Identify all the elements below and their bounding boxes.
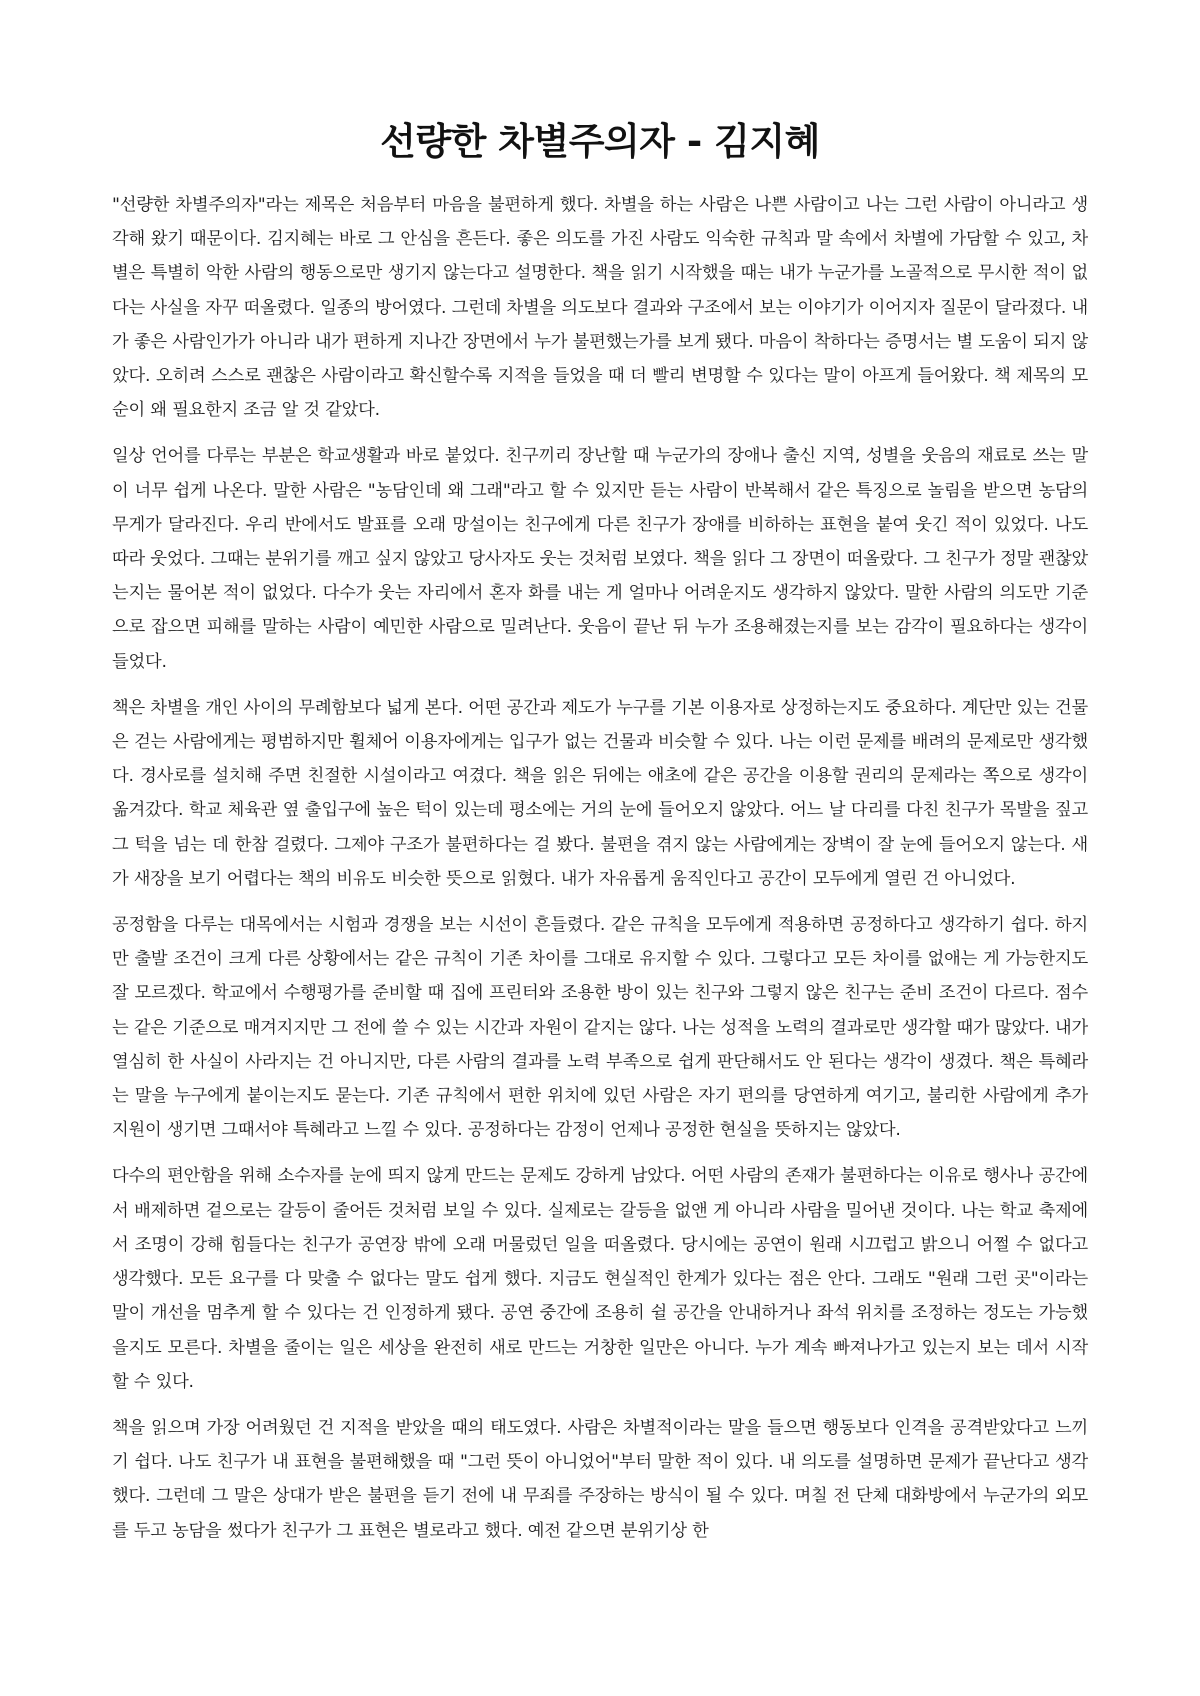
paragraph: "선량한 차별주의자"라는 제목은 처음부터 마음을 불편하게 했다. 차별을 하는 사람은 나쁜 사람이고 나는 그런 사람이 아니라고 생각해 왔기 때문이다. 김지혜는 바로 그 안심을 흔든다. 좋은 의도를 가진 사람도 익숙한 규칙과 말 속에서 차별에 가담할 수 있고, 차별은 특별히 악한 사람의 행동으로만 생기지 않는다고 설명한다. 책을 읽기 시작했을 때는 내가 누군가를 노골적으로 무시한 적이 없다는 사실을 자꾸 떠올렸다. 일종의 방어였다. 그런데 차별을 의도보다 결과와 구조에서 보는 이야기가 이어지자 질문이 달라졌다. 내가 좋은 사람인가가 아니라 내가 편하게 지나간 장면에서 누가 불편했는가를 보게 됐다. 마음이 착하다는 증명서는 별 도움이 되지 않았다. 오히려 스스로 괜찮은 사람이라고 확신할수록 지적을 들었을 때 더 빨리 변명할 수 있다는 말이 아프게 들어왔다. 책 제목의 모순이 왜 필요한지 조금 알 것 같았다.	[112, 195, 1088, 421]
document-title: 선량한 차별주의자 - 김지혜	[380, 120, 820, 163]
paragraph: 책은 차별을 개인 사이의 무례함보다 넓게 본다. 어떤 공간과 제도가 누구를 기본 이용자로 상정하는지도 중요하다. 계단만 있는 건물은 걷는 사람에게는 평범하지만 휠체어 이용자에게는 입구가 없는 건물과 비슷할 수 있다. 나는 이런 문제를 배려의 문제로만 생각했다. 경사로를 설치해 주면 친절한 시설이라고 여겼다. 책을 읽은 뒤에는 애초에 같은 공간을 이용할 권리의 문제라는 쪽으로 생각이 옮겨갔다. 학교 체육관 옆 출입구에 높은 턱이 있는데 평소에는 거의 눈에 들어오지 않았다. 어느 날 다리를 다친 친구가 목발을 짚고 그 턱을 넘는 데 한참 걸렸다. 그제야 구조가 불편하다는 걸 봤다. 불편을 겪지 않는 사람에게는 장벽이 잘 눈에 들어오지 않는다. 새가 새장을 보기 어렵다는 책의 비유도 비슷한 뜻으로 읽혔다. 내가 자유롭게 움직인다고 공간이 모두에게 열린 건 아니었다.	[112, 697, 1088, 889]
essay-body	[112, 188, 1088, 1548]
paragraph: 책을 읽으며 가장 어려웠던 건 지적을 받았을 때의 태도였다. 사람은 차별적이라는 말을 들으면 행동보다 인격을 공격받았다고 느끼기 쉽다. 나도 친구가 내 표현을 불편해했을 때 "그런 뜻이 아니었어"부터 말한 적이 있다. 내 의도를 설명하면 문제가 끝난다고 생각했다. 그런데 그 말은 상대가 받은 불편을 듣기 전에 내 무죄를 주장하는 방식이 될 수 있다. 며칠 전 단체 대화방에서 누군가의 외모를 두고 농담을 썼다가 친구가 그 표현은 별로라고 했다. 예전 같으면 분위기상 한	[112, 1417, 1088, 1541]
paragraph: 다수의 편안함을 위해 소수자를 눈에 띄지 않게 만드는 문제도 강하게 남았다. 어떤 사람의 존재가 불편하다는 이유로 행사나 공간에서 배제하면 겉으로는 갈등이 줄어든 것처럼 보일 수 있다. 실제로는 갈등을 없앤 게 아니라 사람을 밀어낸 것이다. 나는 학교 축제에서 조명이 강해 힘들다는 친구가 공연장 밖에 오래 머물렀던 일을 떠올렸다. 당시에는 공연이 원래 시끄럽고 밝으니 어쩔 수 없다고 생각했다. 모든 요구를 다 맞출 수 없다는 말도 쉽게 했다. 지금도 현실적인 한계가 있다는 점은 안다. 그래도 "원래 그런 곳"이라는 말이 개선을 멈추게 할 수 있다는 건 인정하게 됐다. 공연 중간에 조용히 쉴 공간을 안내하거나 좌석 위치를 조정하는 정도는 가능했을지도 모른다. 차별을 줄이는 일은 세상을 완전히 새로 만드는 거창한 일만은 아니다. 누가 계속 빠져나가고 있는지 보는 데서 시작할 수 있다.	[112, 1166, 1088, 1392]
paragraph: 공정함을 다루는 대목에서는 시험과 경쟁을 보는 시선이 흔들렸다. 같은 규칙을 모두에게 적용하면 공정하다고 생각하기 쉽다. 하지만 출발 조건이 크게 다른 상황에서는 같은 규칙이 기존 차이를 그대로 유지할 수 있다. 그렇다고 모든 차이를 없애는 게 가능한지도 잘 모르겠다. 학교에서 수행평가를 준비할 때 집에 프린터와 조용한 방이 있는 친구와 그렇지 않은 친구는 준비 조건이 다르다. 점수는 같은 기준으로 매겨지지만 그 전에 쓸 수 있는 시간과 자원이 같지는 않다. 나는 성적을 노력의 결과로만 생각할 때가 많았다. 내가 열심히 한 사실이 사라지는 건 아니지만, 다른 사람의 결과를 노력 부족으로 쉽게 판단해서도 안 된다는 생각이 생겼다. 책은 특혜라는 말을 누구에게 붙이는지도 묻는다. 기존 규칙에서 편한 위치에 있던 사람은 자기 편의를 당연하게 여기고, 불리한 사람에게 추가 지원이 생기면 그때서야 특혜라고 느낄 수 있다. 공정하다는 감정이 언제나 공정한 현실을 뜻하지는 않았다.	[112, 915, 1088, 1141]
paragraph: 일상 언어를 다루는 부분은 학교생활과 바로 붙었다. 친구끼리 장난할 때 누군가의 장애나 출신 지역, 성별을 웃음의 재료로 쓰는 말이 너무 쉽게 나온다. 말한 사람은 "농담인데 왜 그래"라고 할 수 있지만 듣는 사람이 반복해서 같은 특징으로 놀림을 받으면 농담의 무게가 달라진다. 우리 반에서도 발표를 오래 망설이는 친구에게 다른 친구가 장애를 비하하는 표현을 붙여 웃긴 적이 있었다. 나도 따라 웃었다. 그때는 분위기를 깨고 싶지 않았고 당사자도 웃는 것처럼 보였다. 책을 읽다 그 장면이 떠올랐다. 그 친구가 정말 괜찮았는지는 물어본 적이 없었다. 다수가 웃는 자리에서 혼자 화를 내는 게 얼마나 어려운지도 생각하지 않았다. 말한 사람의 의도만 기준으로 잡으면 피해를 말하는 사람이 예민한 사람으로 밀려난다. 웃음이 끝난 뒤 누가 조용해졌는지를 보는 감각이 필요하다는 생각이 들었다.	[112, 446, 1088, 672]
